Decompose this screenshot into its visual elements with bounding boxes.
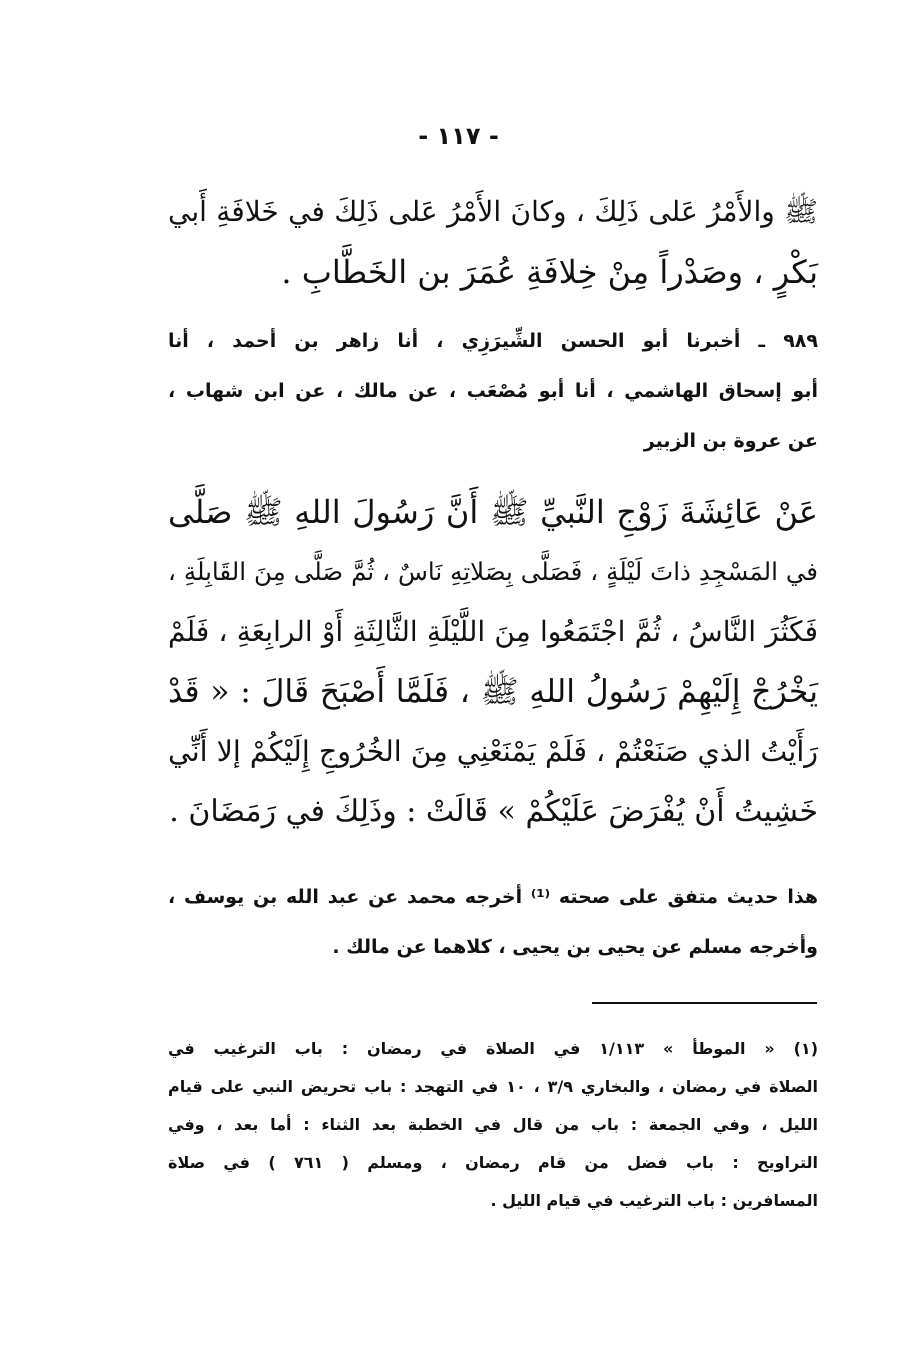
commentary-paragraph (168, 872, 818, 972)
text-line: بَكْرٍ ، وصَدْراً مِنْ خِلافَةِ عُمَرَ بن الخَطَّابِ . (281, 253, 818, 291)
footnotes (168, 1030, 818, 1220)
text-line: في المَسْجِدِ ذاتَ لَيْلَةٍ ، فَصَلَّى بِصَلاتِهِ نَاسٌ ، ثُمَّ صَلَّى مِنَ القَابِلَةِ ، (168, 557, 818, 586)
footnote-line: المسافرين : باب الترغيب في قيام الليل . (490, 1191, 818, 1210)
text-line: عن عروة بن الزبير (643, 430, 818, 452)
hadith-text (168, 482, 818, 842)
footnote-separator (592, 1002, 817, 1004)
text-line: ٩٨٩ ـ أخبرنا أبو الحسن الشِّيرَزِي ، أنا زاهر بن أحمد ، أنا (168, 330, 818, 352)
text-line: يَخْرُجْ إِلَيْهِمْ رَسُولُ اللهِ ﷺ ، فَلَمَّا أَصْبَحَ قَالَ : « قَدْ (168, 674, 818, 710)
top-paragraph (168, 182, 818, 302)
footnote-line: (١) « الموطأ » ١/١١٣ في الصلاة في رمضان : باب الترغيب في (168, 1039, 818, 1058)
text-line: أبو إسحاق الهاشمي ، أنا أبو مُصْعَب ، عن مالك ، عن ابن شهاب ، (168, 380, 818, 402)
text-line: هذا حديث متفق على صحته ⁽¹⁾ أخرجه محمد عن عبد الله بن يوسف ، (168, 886, 819, 908)
text-line: فَكَثُرَ النَّاسُ ، ثُمَّ اجْتَمَعُوا مِنَ اللَّيْلَةِ الثَّالِثَةِ أَوْ الرابِعَةِ ، فَلَمْ (168, 615, 818, 648)
footnote-line: الصلاة في رمضان ، والبخاري ٣/٩ ، ١٠ في التهجد : باب تحريض النبي على قيام (168, 1077, 819, 1096)
text-line: عَنْ عَائِشَةَ زَوْجِ النَّبيِّ ﷺ أَنَّ رَسُولَ اللهِ ﷺ صَلَّى (168, 493, 818, 531)
footnote-line: الليل ، وفي الجمعة : باب من قال في الخطبة بعد الثناء : أما بعد ، وفي (168, 1115, 818, 1134)
text-line: خَشِيتُ أَنْ يُفْرَضَ عَلَيْكُمْ » قَالَتْ : وذَلِكَ في رَمَضَانَ . (169, 794, 818, 829)
isnad-paragraph (168, 316, 818, 466)
text-line: ﷺ والأَمْرُ عَلى ذَلِكَ ، وكانَ الأَمْرُ عَلى ذَلِكَ في خَلافَةِ أَبي (168, 195, 818, 228)
page-number: - ١١٧ - (418, 122, 499, 150)
text-line: رَأَيْتُ الذي صَنَعْتُمْ ، فَلَمْ يَمْنَعْنِي مِنَ الخُرُوجِ إِلَيْكُمْ إلا أَنِّي (167, 735, 818, 768)
text-line: وأخرجه مسلم عن يحيى بن يحيى ، كلاهما عن مالك . (332, 936, 818, 958)
footnote-line: التراويح : باب فضل من قام رمضان ، ومسلم ( ٧٦١ ) في صلاة (168, 1153, 818, 1172)
